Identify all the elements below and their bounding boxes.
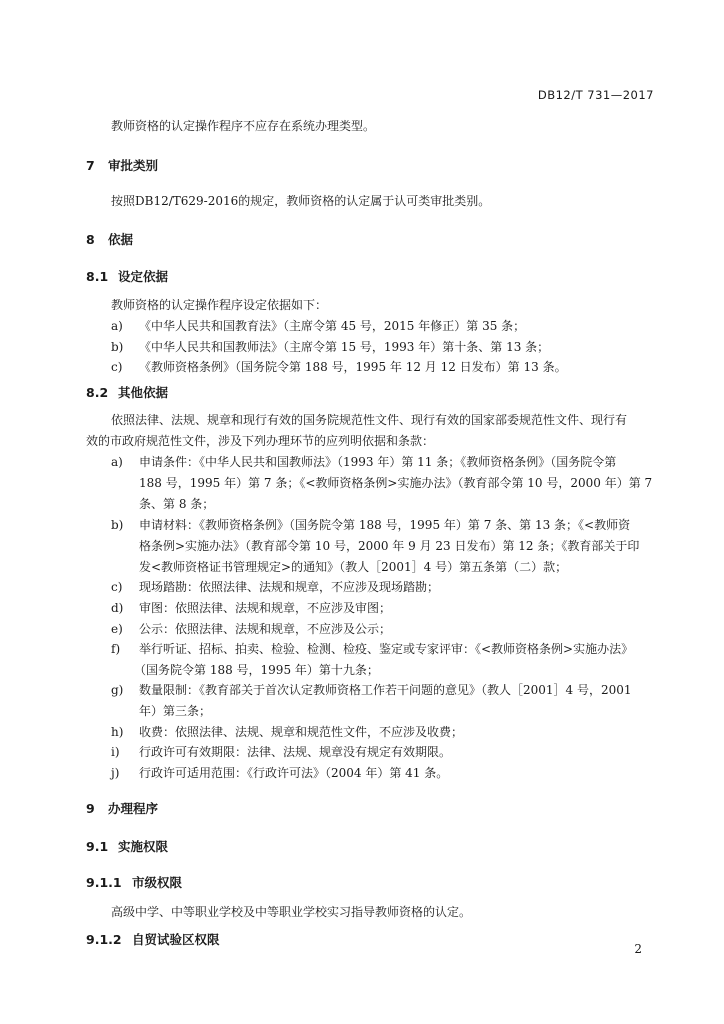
list-item-text: 条、第 8 条； [139, 497, 215, 511]
list-item-text: 《教师资格条例》（国务院令第 188 号，1995 年 12 月 12 日发布）第 13 条。 [139, 360, 567, 374]
section-number: 7 [86, 158, 95, 173]
section-title: 市级权限 [132, 875, 183, 890]
paragraph-basis-intro: 教师资格的认定操作程序设定依据如下： [111, 298, 328, 312]
list-item-label: i) [111, 745, 120, 759]
page-number: 2 [634, 942, 642, 956]
list-item-label: b) [111, 340, 124, 354]
list-item-text: 收费：依照法律、法规、规章和规范性文件，不应涉及收费； [139, 725, 464, 739]
section-title: 其他依据 [118, 385, 169, 400]
section-number: 9.1 [86, 839, 109, 854]
list-item-label: g) [111, 683, 124, 697]
list-item-text: 《中华人民共和国教育法》（主席令第 45 号，2015 年修正）第 35 条； [139, 319, 526, 333]
paragraph-intro: 教师资格的认定操作程序不应存在系统办理类型。 [111, 119, 376, 133]
list-item-text: 公示：依照法律、法规和规章，不应涉及公示； [139, 622, 392, 636]
section-number: 8.2 [86, 385, 109, 400]
paragraph-city-level-authority: 高级中学、中等职业学校及中等职业学校实习指导教师资格的认定。 [111, 905, 472, 919]
section-title: 自贸试验区权限 [132, 932, 220, 947]
list-item-label: b) [111, 518, 124, 532]
list-item-label: a) [111, 319, 123, 333]
section-heading-8 [86, 231, 133, 249]
section-heading-9-1-2 [86, 931, 220, 949]
list-item-text: （国务院令第 188 号，1995 年）第十九条； [134, 663, 379, 677]
paragraph-other-basis-line: 效的市政府规范性文件，涉及下列办理环节的应列明依据和条款： [86, 434, 435, 448]
list-item-text: 发<教师资格证书管理规定>的通知》（教人［2001］4 号）第五条第（二）款； [139, 560, 568, 574]
list-item-label: d) [111, 601, 124, 615]
section-number: 9.1.1 [86, 875, 122, 890]
section-title: 审批类别 [108, 158, 159, 173]
list-item-label: f) [111, 642, 121, 656]
section-heading-8-1 [86, 268, 168, 286]
section-number: 8 [86, 232, 95, 247]
section-title: 设定依据 [118, 269, 169, 284]
list-item-text: 格条例>实施办法》（教育部令第 10 号，2000 年 9 月 23 日发布）第 12 条；《教育部关于印 [139, 539, 640, 553]
list-item-label: c) [111, 360, 123, 374]
list-item-text: 行政许可适用范围：《行政许可法》（2004 年）第 41 条。 [139, 766, 449, 780]
section-heading-9-1-1 [86, 874, 182, 892]
list-item-text: 现场踏勘：依照法律、法规和规章，不应涉及现场踏勘； [139, 580, 440, 594]
section-heading-9 [86, 800, 158, 818]
list-item-text: 审图：依照法律、法规和规章，不应涉及审图； [139, 601, 392, 615]
list-item-label: h) [111, 725, 124, 739]
list-item-text: 申请材料：《教师资格条例》（国务院令第 188 号，1995 年）第 7 条、第 13 条；《<教师资 [139, 518, 631, 532]
list-item-label: c) [111, 580, 123, 594]
section-number: 9.1.2 [86, 932, 122, 947]
section-number: 8.1 [86, 269, 109, 284]
list-item-text: 举行听证、招标、拍卖、检验、检测、检疫、鉴定或专家评审：《<教师资格条例>实施办法》 [139, 642, 634, 656]
section-heading-9-1 [86, 838, 168, 856]
list-item-label: a) [111, 455, 123, 469]
list-item-label: j) [111, 766, 120, 780]
section-number: 9 [86, 801, 95, 816]
paragraph-approval-category: 按照DB12/T629-2016的规定，教师资格的认定属于认可类审批类别。 [111, 194, 491, 208]
list-item-text: 《中华人民共和国教师法》（主席令第 15 号，1993 年）第十条、第 13 条； [139, 340, 550, 354]
section-heading-7 [86, 157, 158, 175]
list-item-text: 行政许可有效期限：法律、法规、规章没有规定有效期限。 [139, 745, 452, 759]
list-item-text: 申请条件：《中华人民共和国教师法》（1993 年）第 11 条；《教师资格条例》（国务院令第 [139, 455, 617, 469]
list-item-text: 年）第三条； [139, 704, 212, 718]
section-title: 实施权限 [118, 839, 169, 854]
document-standard-id: DB12/T 731—2017 [537, 88, 654, 102]
list-item-label: e) [111, 622, 123, 636]
section-heading-8-2 [86, 384, 168, 402]
list-item-text: 数量限制：《教育部关于首次认定教师资格工作若干问题的意见》（教人［2001］4 号，2001 [139, 683, 632, 697]
list-item-text: 188 号，1995 年）第 7 条；《<教师资格条例>实施办法》（教育部令第 10 号，2000 年）第 7 [139, 476, 653, 490]
section-title: 依据 [108, 232, 134, 247]
paragraph-other-basis-line: 依照法律、法规、规章和现行有效的国务院规范性文件、现行有效的国家部委规范性文件、现行有 [111, 413, 628, 427]
section-title: 办理程序 [108, 801, 159, 816]
